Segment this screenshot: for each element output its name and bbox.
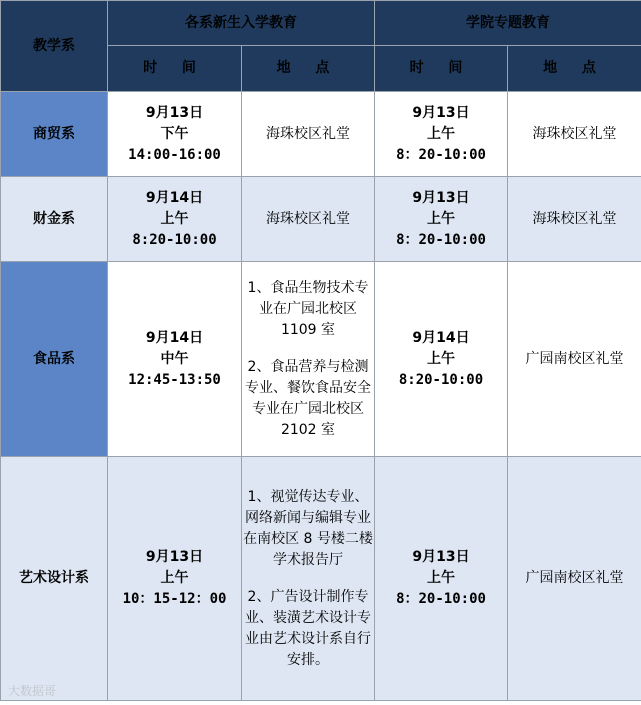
place-note: 2、广告设计制作专业、装潢艺术设计专业由艺术设计系自行安排。 [245, 588, 371, 668]
table-row [1, 177, 641, 262]
time-cell: 9月14日 中午 12:45-13:50 [108, 262, 242, 457]
dept-column-header: 教学系 [1, 1, 108, 92]
watermark: 大数据哥 [8, 684, 57, 698]
place-note: 2、食品营养与检测专业、餐饮食品安全专业在广园北校区 2102 室 [245, 358, 371, 438]
time-cell: 9月13日 上午 10：15-12：00 [108, 457, 242, 701]
dept-cell: 艺术设计系 [1, 457, 108, 701]
group-header-special: 学院专题教育 [375, 1, 641, 46]
time-cell: 9月13日 上午 8：20-10:00 [375, 457, 508, 701]
table-row [1, 262, 641, 457]
place-note: 1、视觉传达专业、网络新闻与编辑专业在南校区 8 号楼二楼学术报告厅 [243, 488, 373, 568]
time-cell: 9月14日 上午 8:20-10:00 [375, 262, 508, 457]
place-header-1: 地 点 [242, 46, 375, 92]
place-header-2: 地 点 [508, 46, 641, 92]
place-note: 1、食品生物技术专业在广园北校区 1109 室 [247, 279, 369, 338]
place-notes-cell [242, 457, 375, 701]
time-cell: 9月13日 上午 8：20-10:00 [375, 177, 508, 262]
place-cell: 广园南校区礼堂 [508, 457, 641, 701]
time-header-1: 时 间 [108, 46, 242, 92]
time-cell: 9月13日 上午 8：20-10:00 [375, 92, 508, 177]
time-cell: 9月13日 下午 14:00-16:00 [108, 92, 242, 177]
place-cell: 海珠校区礼堂 [508, 177, 641, 262]
time-cell: 9月14日 上午 8:20-10:00 [108, 177, 242, 262]
place-cell: 海珠校区礼堂 [508, 92, 641, 177]
table-row [1, 92, 641, 177]
header-row-1 [1, 1, 641, 46]
group-header-orientation: 各系新生入学教育 [108, 1, 375, 46]
table-row [1, 457, 641, 701]
dept-cell: 商贸系 [1, 92, 108, 177]
place-cell: 广园南校区礼堂 [508, 262, 641, 457]
dept-cell: 食品系 [1, 262, 108, 457]
time-header-2: 时 间 [375, 46, 508, 92]
place-cell: 海珠校区礼堂 [242, 92, 375, 177]
place-cell: 海珠校区礼堂 [242, 177, 375, 262]
place-notes-cell [242, 262, 375, 457]
dept-cell: 财金系 [1, 177, 108, 262]
